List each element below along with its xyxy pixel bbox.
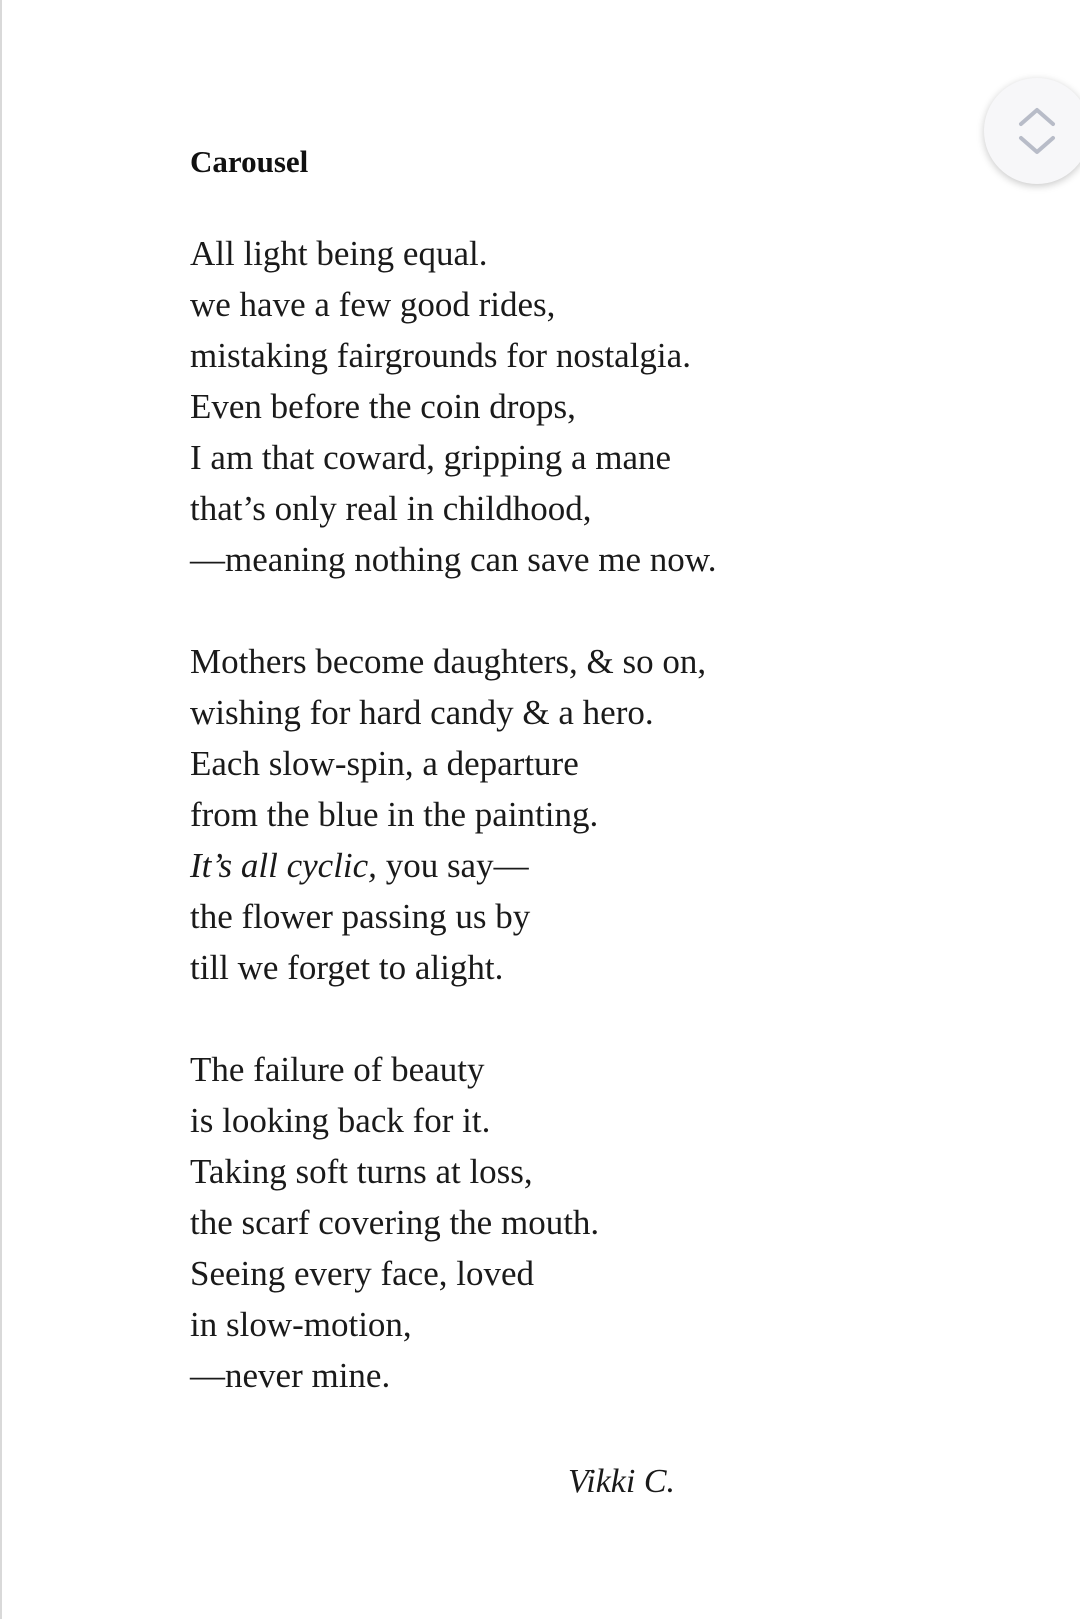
poem-line: the scarf covering the mouth. xyxy=(190,1203,600,1242)
poem-line: wishing for hard candy & a hero. xyxy=(190,693,654,732)
poem-line: in slow-motion, xyxy=(190,1305,412,1344)
poem-line: Mothers become daughters, & so on, xyxy=(190,642,707,681)
poem-line: that’s only real in childhood, xyxy=(190,489,592,528)
poem-line: mistaking fairgrounds for nostalgia. xyxy=(190,336,691,375)
stanza-1 xyxy=(190,228,890,585)
poem-page xyxy=(190,140,890,1452)
poem-line: Seeing every face, loved xyxy=(190,1254,535,1293)
poem-line: The failure of beauty xyxy=(190,1050,485,1089)
poem-line: we have a few good rides, xyxy=(190,285,556,324)
poem-line: I am that coward, gripping a mane xyxy=(190,438,672,477)
poem-line-mixed xyxy=(190,840,890,891)
poem-line: is looking back for it. xyxy=(190,1101,491,1140)
poem-line: All light being equal. xyxy=(190,234,488,273)
poem-line: from the blue in the painting. xyxy=(190,795,599,834)
poem-line: —never mine. xyxy=(190,1356,391,1395)
left-edge-divider xyxy=(0,0,2,1619)
poem-title: Carousel xyxy=(190,144,309,179)
poem-line: the flower passing us by xyxy=(190,897,531,936)
poem-line: —meaning nothing can save me now. xyxy=(190,540,717,579)
stanza-2 xyxy=(190,636,890,993)
stanza-3 xyxy=(190,1044,890,1401)
poem-line: till we forget to alight. xyxy=(190,948,504,987)
scroll-nav-button[interactable] xyxy=(984,78,1080,184)
poem-line-italic-part: It’s all cyclic, xyxy=(190,846,377,885)
poem-line: Each slow-spin, a departure xyxy=(190,744,579,783)
poem-line-regular-part: you say— xyxy=(376,846,529,885)
poem-line: Taking soft turns at loss, xyxy=(190,1152,533,1191)
chevron-up-down-icon xyxy=(1012,102,1062,160)
poem-author: Vikki C. xyxy=(568,1463,675,1500)
poem-line: Even before the coin drops, xyxy=(190,387,576,426)
